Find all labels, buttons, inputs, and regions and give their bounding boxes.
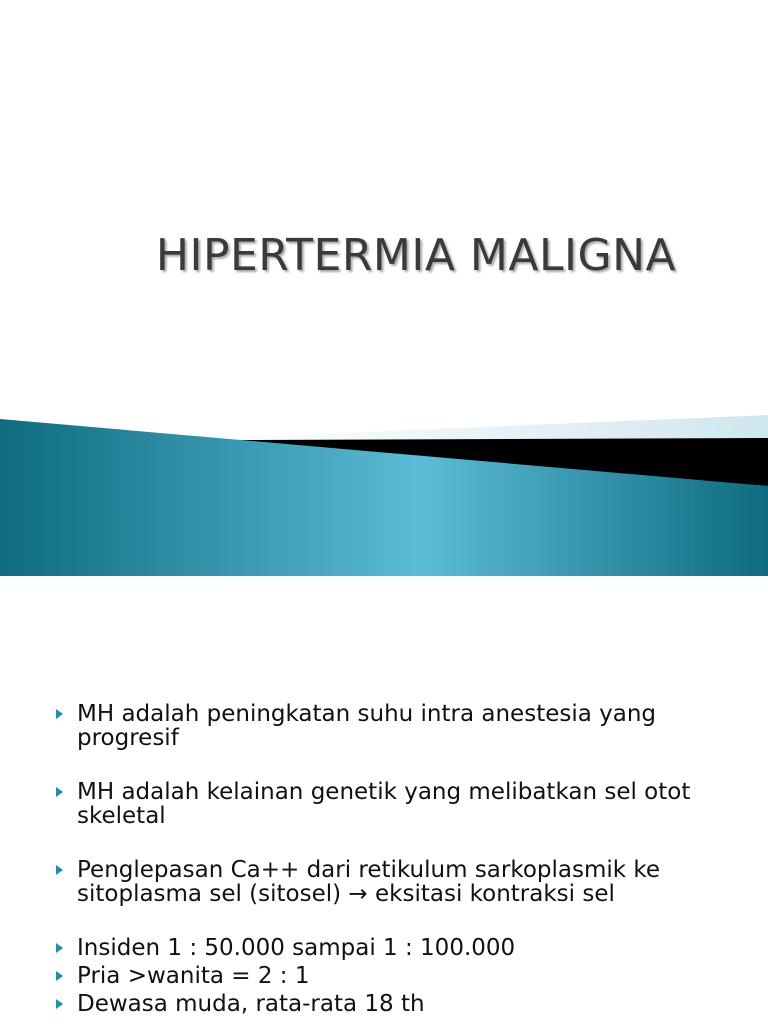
list-item: [52, 964, 752, 988]
bullet-arrow-icon: [56, 999, 63, 1009]
bullet-arrow-icon: [56, 971, 63, 981]
band-pale-strip: [220, 415, 768, 440]
list-item: [52, 936, 752, 960]
list-item: [52, 992, 752, 1016]
bullet-arrow-icon: [56, 943, 63, 953]
bullet-text: MH adalah kelainan genetik yang melibatkan sel otot skeletal: [77, 779, 691, 829]
bullet-list: [52, 702, 752, 1020]
bullet-arrow-icon: [56, 709, 63, 719]
bullet-text: MH adalah peningkatan suhu intra anestesia yang progresif: [77, 701, 657, 751]
list-item: [52, 780, 752, 828]
content-slide: [0, 576, 768, 1024]
list-item: [52, 702, 752, 750]
decorative-band: [0, 400, 768, 576]
bullet-arrow-icon: [56, 865, 63, 875]
bullet-text: Insiden 1 : 50.000 sampai 1 : 100.000: [77, 935, 516, 961]
bullet-text: Pria >wanita = 2 : 1: [77, 963, 310, 989]
list-item: [52, 858, 752, 906]
bullet-arrow-icon: [56, 787, 63, 797]
bullet-text: Penglepasan Ca++ dari retikulum sarkoplasmik ke sitoplasma sel (sitosel) → eksitasi kontraksi sel: [77, 857, 661, 907]
slide-title: HIPERTERMIA MALIGNA: [155, 230, 677, 281]
bullet-text: Dewasa muda, rata-rata 18 th: [77, 991, 425, 1017]
